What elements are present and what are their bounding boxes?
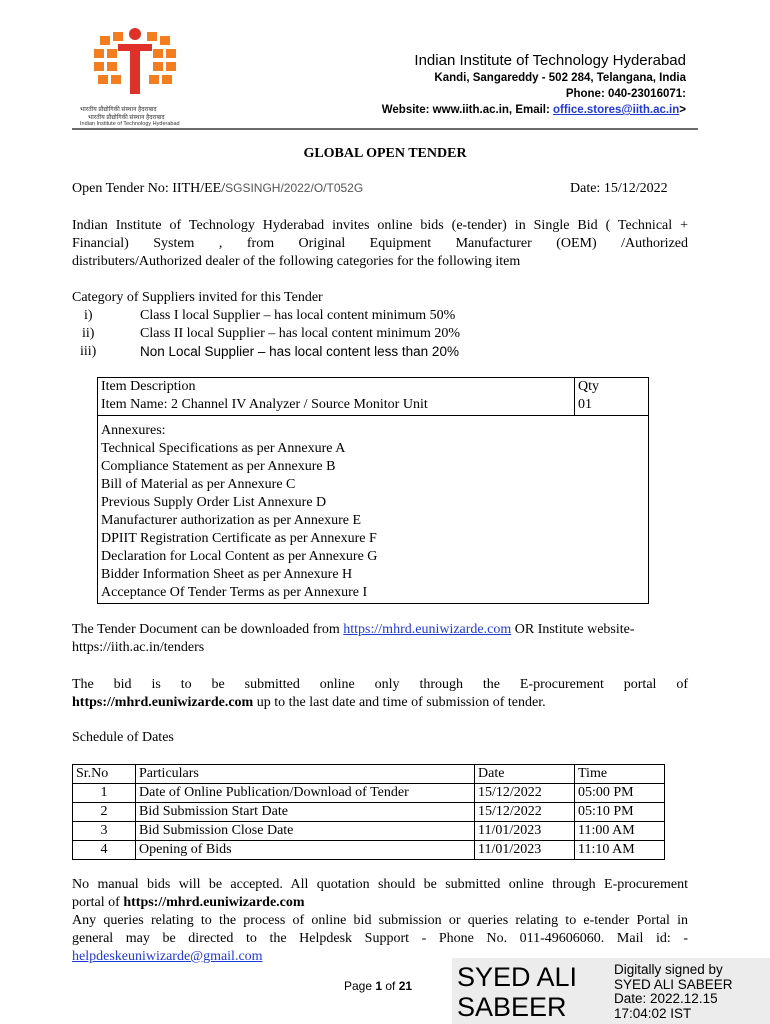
signature-detail-1: Digitally signed by (614, 962, 723, 977)
annexure-item: Acceptance Of Tender Terms as per Annexure I (101, 585, 368, 600)
digital-signature (452, 958, 770, 1024)
institute-address: Kandi, Sangareddy - 502 284, Telangana, India (434, 72, 686, 84)
institute-website (382, 104, 686, 116)
row-date: 11/01/2023 (475, 822, 575, 841)
categories-title: Category of Suppliers invited for this Tender (72, 290, 323, 305)
row-date: 15/12/2022 (475, 803, 575, 822)
table-row (73, 841, 665, 860)
signer-name (457, 962, 577, 1022)
submission-paragraph (72, 676, 688, 712)
tender-number (72, 181, 363, 197)
submission-line-1: The bid is to be submitted online only through the E-procurement portal of (72, 677, 688, 692)
category-item (72, 307, 456, 325)
logo-text-en: Indian Institute of Technology Hyderabad (80, 121, 180, 127)
tender-number-label: Open Tender No: IITH/EE/ (72, 181, 226, 196)
institute-name: Indian Institute of Technology Hyderabad (414, 52, 686, 69)
annexure-item: Bidder Information Sheet as per Annexure H (101, 567, 353, 582)
item-table (97, 377, 649, 604)
row-particular: Date of Online Publication/Download of Tender (136, 784, 475, 803)
institute-phone: Phone: 040-23016071: (565, 88, 686, 100)
intro-line-3: distributers/Authorized dealer of the following categories for the following item (72, 253, 521, 269)
schedule-table (72, 764, 665, 860)
page-of: of (382, 979, 399, 993)
submission-suffix: up to the last date and time of submission of tender. (253, 694, 546, 710)
signature-detail-4: 17:04:02 IST (614, 1005, 692, 1021)
annexure-item: Bill of Material as per Annexure C (101, 477, 296, 492)
schedule-title: Schedule of Dates (72, 730, 174, 745)
row-particular: Bid Submission Close Date (136, 822, 475, 841)
category-text: Non Local Supplier – has local content less than 20% (140, 344, 459, 359)
download-line-2: https://iith.ac.in/tenders (72, 639, 205, 655)
header-particulars: Particulars (136, 765, 475, 784)
category-num: iii) (80, 344, 97, 359)
annexure-item: Previous Supply Order List Annexure D (101, 495, 327, 510)
submission-url: https://mhrd.euniwizarde.com (72, 694, 254, 710)
page-number (344, 979, 412, 993)
signature-detail-2: SYED ALI SABEER (614, 976, 733, 992)
header-date: Date (475, 765, 575, 784)
qty-header: Qty (578, 379, 599, 394)
row-sr: 3 (73, 822, 136, 841)
qty-value: 01 (578, 397, 592, 412)
qty-cell (575, 378, 649, 416)
row-time: 11:00 AM (575, 822, 665, 841)
table-row (73, 765, 665, 784)
annexure-item: DPIIT Registration Certificate as per Annexure F (101, 531, 377, 546)
header-divider (72, 128, 698, 130)
page-total: 21 (398, 979, 413, 993)
table-row (73, 803, 665, 822)
row-particular: Opening of Bids (136, 841, 475, 860)
intro-line-1: Indian Institute of Technology Hyderabad invites online bids (e-tender) in Single Bid ( Technical + (72, 218, 688, 233)
download-prefix: The Tender Document can be downloaded from (72, 622, 344, 637)
stores-email-link[interactable]: office.stores@iith.ac.in (553, 104, 680, 116)
annexure-item: Manufacturer authorization as per Annexure E (101, 513, 362, 528)
logo-text-hindi-1: भारतीय प्रौद्योगिकी संस्थान हैदराबाद (80, 107, 157, 113)
signature-details (614, 963, 733, 1021)
download-paragraph (72, 621, 688, 657)
logo-mark-icon (80, 20, 190, 100)
page-current: 1 (375, 979, 383, 993)
annexures-title: Annexures: (101, 423, 166, 438)
logo-text-hindi-2: भारतीय प्रौद्योगिकी संस्थान हैदराबाद (88, 115, 165, 121)
tender-heading: GLOBAL OPEN TENDER (303, 146, 467, 161)
annexure-item: Technical Specifications as per Annexure A (101, 441, 346, 456)
category-text: Class II local Supplier – has local content minimum 20% (140, 326, 460, 341)
query-line-1: Any queries relating to the process of online bid submission or queries relating to e-tender Portal in (72, 913, 688, 928)
annexure-item: Declaration for Local Content as per Annexure G (101, 549, 378, 564)
manual-prefix: portal of (72, 894, 124, 910)
website-suffix: > (679, 104, 686, 116)
table-row (98, 378, 649, 416)
supplier-categories (72, 289, 460, 361)
manual-line-1: No manual bids will be accepted. All quotation should be submitted online through E-procurement (72, 877, 688, 892)
row-sr: 1 (73, 784, 136, 803)
table-row (73, 822, 665, 841)
category-text: Class I local Supplier – has local content minimum 50% (140, 308, 456, 323)
helpdesk-email-link[interactable]: helpdeskeuniwizarde@gmail.com (72, 948, 263, 964)
website-prefix: Website: www.iith.ac.in, Email: (381, 104, 554, 116)
row-sr: 4 (73, 841, 136, 860)
row-time: 11:10 AM (575, 841, 665, 860)
annexures-cell (98, 416, 649, 604)
category-item (72, 343, 459, 361)
iith-logo (80, 20, 190, 130)
manual-bids-paragraph (72, 876, 688, 912)
category-item (72, 325, 460, 343)
manual-url: https://mhrd.euniwizarde.com (123, 894, 305, 910)
header-time: Time (575, 765, 665, 784)
row-sr: 2 (73, 803, 136, 822)
download-suffix: OR Institute website- (511, 622, 635, 637)
item-desc-header: Item Description (101, 379, 196, 394)
row-time: 05:10 PM (575, 803, 665, 822)
intro-line-2: Financial) System , from Original Equipment Manufacturer (OEM) /Authorized (72, 235, 688, 251)
table-row (98, 416, 649, 604)
manual-line-2 (72, 894, 688, 912)
download-line-1 (72, 621, 688, 639)
row-time: 05:00 PM (575, 784, 665, 803)
row-particular: Bid Submission Start Date (136, 803, 475, 822)
intro-paragraph (72, 217, 688, 270)
row-date: 15/12/2022 (475, 784, 575, 803)
table-row (73, 784, 665, 803)
tender-date: Date: 15/12/2022 (570, 181, 668, 196)
tender-number-code: SGSINGH/2022/O/T052G (225, 181, 364, 195)
annexure-item: Compliance Statement as per Annexure B (101, 459, 336, 474)
signer-name-line-2: SABEER (457, 992, 567, 1022)
item-desc-cell (98, 378, 575, 416)
category-num: i) (84, 308, 93, 323)
signature-detail-3: Date: 2022.12.15 (614, 991, 718, 1006)
submission-line-2 (72, 694, 688, 712)
category-num: ii) (82, 326, 95, 341)
header-sr: Sr.No (73, 765, 136, 784)
query-line-2: general may be directed to the Helpdesk Support - Phone No. 011-49606060. Mail id: - (72, 930, 688, 946)
signer-name-line-1: SYED ALI (457, 962, 578, 992)
row-date: 11/01/2023 (475, 841, 575, 860)
page-prefix: Page (344, 979, 376, 993)
item-name: Item Name: 2 Channel IV Analyzer / Source Monitor Unit (101, 397, 428, 412)
euniwizarde-link[interactable]: https://mhrd.euniwizarde.com (343, 622, 512, 637)
